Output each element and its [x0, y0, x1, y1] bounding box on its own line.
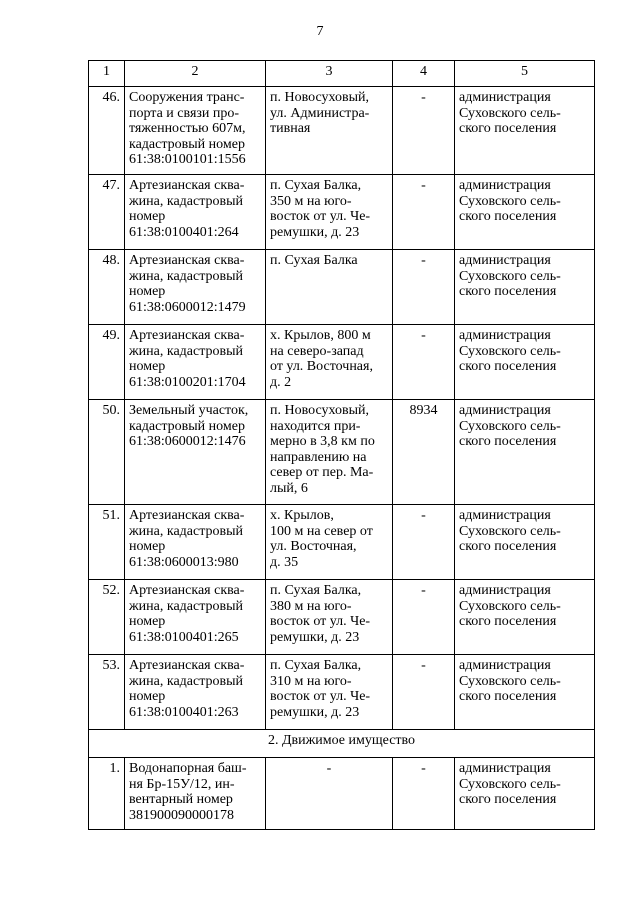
object-address [266, 87, 393, 175]
object-name-line: Артезианская сква- [129, 658, 245, 673]
object-holder-line: Суховского сель- [459, 105, 561, 121]
object-holder [455, 87, 595, 175]
object-name-line: порта и связи про- [129, 105, 240, 121]
object-address-line: восток от ул. Че- [270, 209, 371, 225]
object-value: - [393, 175, 455, 250]
object-address [266, 655, 393, 730]
object-name [125, 175, 266, 250]
object-holder-line: ского поселения [459, 614, 557, 630]
object-address-line: п. Новосуховый, [270, 403, 369, 418]
object-value: - [393, 758, 455, 830]
object-address [266, 758, 393, 830]
object-holder-line: Суховского сель- [459, 598, 561, 614]
object-holder [455, 758, 595, 830]
object-address [266, 580, 393, 655]
object-holder-line: администрация [459, 90, 551, 105]
object-holder [455, 400, 595, 505]
object-holder [455, 580, 595, 655]
object-name-line: 61:38:0600012:1476 [129, 434, 246, 450]
object-address-line: ремушки, д. 23 [270, 629, 360, 645]
object-value: - [393, 505, 455, 580]
table-row [89, 580, 595, 655]
property-registry-table [88, 60, 595, 830]
object-name-line: номер [129, 284, 166, 300]
object-address-line: п. Сухая Балка [270, 253, 358, 268]
object-address-line: п. Сухая Балка, [270, 658, 362, 673]
object-address-line: п. Новосуховый, [270, 90, 369, 105]
object-name-line: жина, кадастровый [129, 673, 244, 689]
object-name-line: ня Бр-15У/12, ин- [129, 776, 235, 792]
object-address-line: 350 м на юго- [270, 193, 352, 209]
row-number: 49. [89, 325, 125, 400]
object-holder [455, 250, 595, 325]
table-row [89, 505, 595, 580]
column-header-5: 5 [455, 61, 595, 87]
object-name-line: номер [129, 359, 166, 375]
object-holder-line: Суховского сель- [459, 343, 561, 359]
column-header-4: 4 [393, 61, 455, 87]
object-name-line: 61:38:0100101:1556 [129, 152, 246, 168]
object-name-line: вентарный номер [129, 792, 233, 808]
object-holder-line: администрация [459, 403, 551, 418]
object-holder-line: Суховского сель- [459, 776, 561, 792]
object-name-line: 61:38:0100401:264 [129, 224, 239, 240]
object-name-line: кадастровый номер [129, 136, 245, 152]
object-address-line: восток от ул. Че- [270, 689, 371, 705]
object-name-line: жина, кадастровый [129, 193, 244, 209]
object-holder-line: ского поселения [459, 434, 557, 450]
object-name-line: жина, кадастровый [129, 598, 244, 614]
object-address-line: ул. Восточная, [270, 539, 357, 555]
object-holder [455, 505, 595, 580]
object-name-line: 381900090000178 [129, 807, 234, 823]
column-header-1: 1 [89, 61, 125, 87]
object-name-line: Артезианская сква- [129, 253, 245, 268]
row-number: 52. [89, 580, 125, 655]
object-value: - [393, 325, 455, 400]
object-address-line: х. Крылов, [270, 508, 334, 523]
object-holder-line: администрация [459, 761, 551, 776]
object-name-line: Сооружения транс- [129, 90, 245, 105]
object-address-line: от ул. Восточная, [270, 359, 373, 375]
object-name [125, 580, 266, 655]
table-row [89, 325, 595, 400]
object-name-line: Земельный участок, [129, 403, 249, 418]
table-row [89, 758, 595, 830]
table-row [89, 655, 595, 730]
object-holder-line: Суховского сель- [459, 673, 561, 689]
object-name-line: Артезианская сква- [129, 178, 245, 193]
object-address-line: ремушки, д. 23 [270, 224, 360, 240]
object-name [125, 655, 266, 730]
object-address-line: - [326, 761, 332, 776]
row-number: 47. [89, 175, 125, 250]
object-address-line: 100 м на север от [270, 523, 373, 539]
column-header-3: 3 [266, 61, 393, 87]
row-number: 1. [89, 758, 125, 830]
object-name-line: Артезианская сква- [129, 328, 245, 343]
object-name [125, 400, 266, 505]
object-name-line: номер [129, 689, 166, 705]
object-name [125, 250, 266, 325]
object-name-line: 61:38:0100401:265 [129, 629, 239, 645]
object-name [125, 505, 266, 580]
object-address-line: направлению на [270, 449, 367, 465]
object-address-line: 380 м на юго- [270, 598, 352, 614]
object-address-line: х. Крылов, 800 м [270, 328, 371, 343]
object-address-line: мерно в 3,8 км по [270, 434, 375, 450]
object-name-line: кадастровый номер [129, 418, 245, 434]
object-name-line: 61:38:0600013:980 [129, 554, 239, 570]
object-holder-line: администрация [459, 583, 551, 598]
object-name-line: жина, кадастровый [129, 268, 244, 284]
object-name [125, 87, 266, 175]
object-address [266, 400, 393, 505]
object-name-line: 61:38:0100201:1704 [129, 374, 246, 390]
object-holder-line: ского поселения [459, 209, 557, 225]
object-holder-line: администрация [459, 658, 551, 673]
object-value: 8934 [393, 400, 455, 505]
object-holder-line: Суховского сель- [459, 418, 561, 434]
table-row [89, 87, 595, 175]
object-name [125, 325, 266, 400]
object-holder-line: Суховского сель- [459, 523, 561, 539]
object-value: - [393, 87, 455, 175]
object-holder-line: ского поселения [459, 121, 557, 137]
row-number: 53. [89, 655, 125, 730]
object-holder-line: администрация [459, 178, 551, 193]
object-address-line: тивная [270, 121, 311, 137]
object-address-line: восток от ул. Че- [270, 614, 371, 630]
object-address-line: 310 м на юго- [270, 673, 352, 689]
object-address-line: находится при- [270, 418, 361, 434]
table-row [89, 175, 595, 250]
object-name-line: Артезианская сква- [129, 583, 245, 598]
object-name-line: номер [129, 209, 166, 225]
object-name-line: Водонапорная баш- [129, 761, 247, 776]
object-address [266, 250, 393, 325]
object-value: - [393, 655, 455, 730]
page-number: 7 [316, 24, 324, 39]
object-address-line: север от пер. Ма- [270, 465, 374, 481]
object-holder-line: Суховского сель- [459, 268, 561, 284]
object-name-line: 61:38:0100401:263 [129, 704, 239, 720]
object-value: - [393, 250, 455, 325]
object-address [266, 325, 393, 400]
object-holder-line: ского поселения [459, 359, 557, 375]
object-holder [455, 325, 595, 400]
object-name-line: 61:38:0600012:1479 [129, 299, 246, 315]
object-holder-line: ского поселения [459, 284, 557, 300]
object-name-line: номер [129, 539, 166, 555]
object-value: - [393, 580, 455, 655]
object-holder-line: администрация [459, 508, 551, 523]
object-name-line: тяженностью 607м, [129, 121, 246, 137]
object-name-line: Артезианская сква- [129, 508, 245, 523]
section-title: 2. Движимое имущество [89, 730, 595, 758]
object-address-line: на северо-запад [270, 343, 364, 359]
object-address-line: лый, 6 [270, 480, 308, 496]
table-row [89, 250, 595, 325]
object-holder-line: Суховского сель- [459, 193, 561, 209]
row-number: 46. [89, 87, 125, 175]
object-address-line: п. Сухая Балка, [270, 178, 362, 193]
table-header-row [89, 61, 595, 87]
object-address [266, 175, 393, 250]
row-number: 48. [89, 250, 125, 325]
object-holder-line: ского поселения [459, 539, 557, 555]
object-holder [455, 655, 595, 730]
object-holder-line: ского поселения [459, 792, 557, 808]
row-number: 50. [89, 400, 125, 505]
table-row [89, 400, 595, 505]
column-header-2: 2 [125, 61, 266, 87]
object-address-line: д. 2 [270, 374, 292, 390]
object-address-line: п. Сухая Балка, [270, 583, 362, 598]
object-holder-line: ского поселения [459, 689, 557, 705]
object-holder [455, 175, 595, 250]
section-row [89, 730, 595, 758]
object-holder-line: администрация [459, 253, 551, 268]
object-name-line: жина, кадастровый [129, 523, 244, 539]
object-holder-line: администрация [459, 328, 551, 343]
object-address-line: ремушки, д. 23 [270, 704, 360, 720]
object-name [125, 758, 266, 830]
row-number: 51. [89, 505, 125, 580]
object-address [266, 505, 393, 580]
object-name-line: жина, кадастровый [129, 343, 244, 359]
object-address-line: ул. Администра- [270, 105, 370, 121]
object-address-line: д. 35 [270, 554, 299, 570]
object-name-line: номер [129, 614, 166, 630]
